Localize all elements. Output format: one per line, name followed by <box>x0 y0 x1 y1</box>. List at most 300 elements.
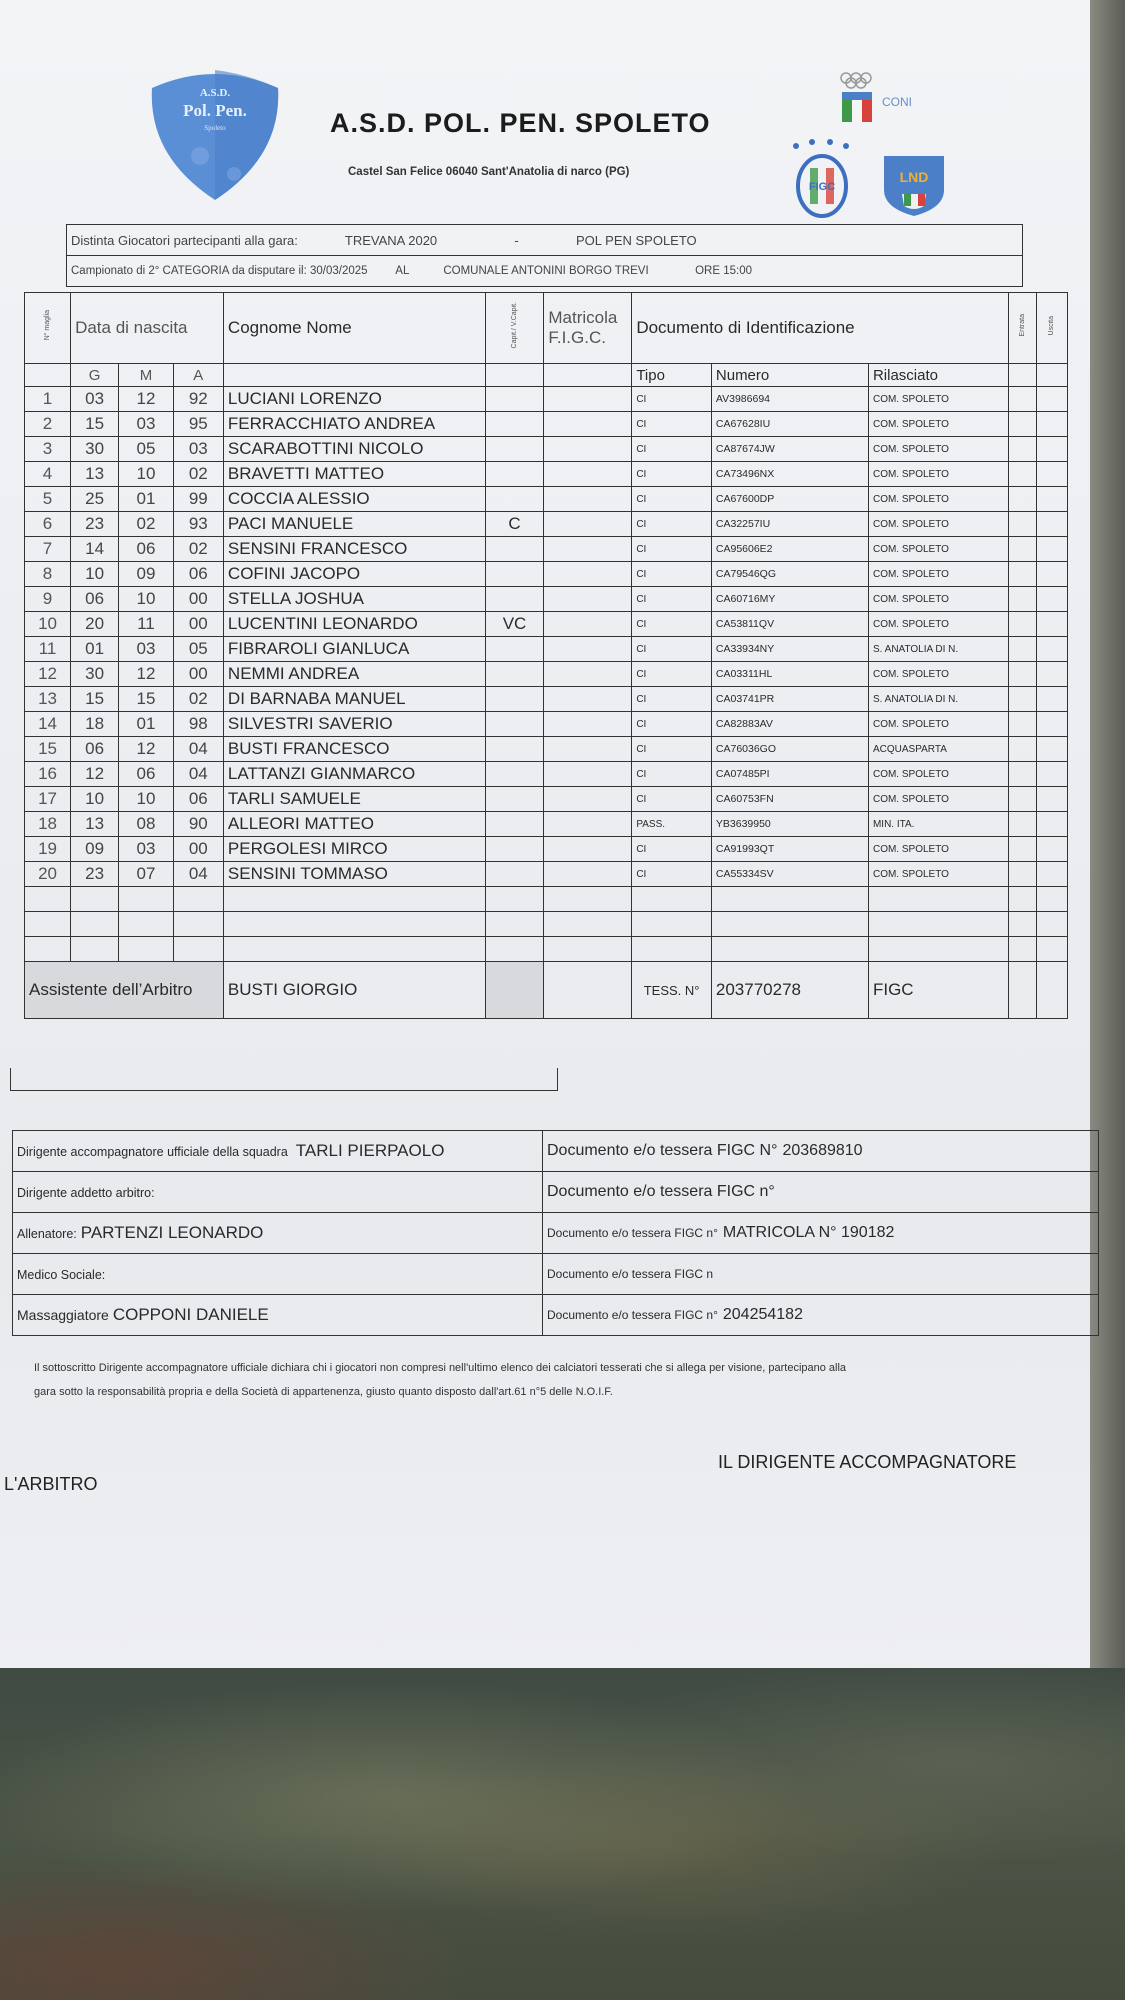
empty-cell <box>71 887 119 912</box>
matricola-cell <box>544 787 632 812</box>
birth-year: 99 <box>173 487 223 512</box>
staff-role-cell <box>13 1295 543 1336</box>
player-number: 3 <box>25 437 71 462</box>
captain-mark <box>485 837 544 862</box>
empty-cell <box>868 887 1008 912</box>
doc-type: CI <box>632 862 712 887</box>
player-number: 13 <box>25 687 71 712</box>
doc-issuer: COM. SPOLETO <box>868 437 1008 462</box>
player-number: 14 <box>25 712 71 737</box>
captain-mark <box>485 437 544 462</box>
doc-issuer: S. ANATOLIA DI N. <box>868 687 1008 712</box>
birth-year: 92 <box>173 387 223 412</box>
staff-row <box>13 1172 1099 1213</box>
doc-number: CA87674JW <box>711 437 868 462</box>
player-name: SILVESTRI SAVERIO <box>223 712 485 737</box>
club-address: Castel San Felice 06040 Sant'Anatolia di narco (PG) <box>348 166 630 178</box>
birth-day: 10 <box>71 787 119 812</box>
uscita-cell <box>1036 787 1068 812</box>
player-name: SENSINI TOMMASO <box>223 862 485 887</box>
captain-mark <box>485 862 544 887</box>
player-name: NEMMI ANDREA <box>223 662 485 687</box>
empty-player-row <box>25 887 1068 912</box>
staff-row <box>13 1295 1099 1336</box>
doc-type: CI <box>632 737 712 762</box>
empty-cell <box>119 887 173 912</box>
matricola-cell <box>544 387 632 412</box>
doc-issuer: COM. SPOLETO <box>868 512 1008 537</box>
venue: COMUNALE ANTONINI BORGO TREVI <box>443 265 649 277</box>
matricola-cell <box>544 412 632 437</box>
doc-number: CA95606E2 <box>711 537 868 562</box>
uscita-cell <box>1036 712 1068 737</box>
sub-header-tipo: Tipo <box>632 364 712 387</box>
player-name: LATTANZI GIANMARCO <box>223 762 485 787</box>
sub-header-rilasciato: Rilasciato <box>868 364 1008 387</box>
empty-cell <box>223 887 485 912</box>
uscita-cell <box>1036 562 1068 587</box>
staff-role: Medico Sociale: <box>17 1268 106 1282</box>
staff-role-cell <box>13 1213 543 1254</box>
doc-type: CI <box>632 537 712 562</box>
doc-issuer: COM. SPOLETO <box>868 837 1008 862</box>
player-row <box>25 512 1068 537</box>
empty-cell <box>868 912 1008 937</box>
sub-header-blank <box>223 364 485 387</box>
captain-mark <box>485 787 544 812</box>
staff-row <box>13 1254 1099 1295</box>
doc-type: CI <box>632 562 712 587</box>
doc-issuer: COM. SPOLETO <box>868 412 1008 437</box>
sub-header-blank <box>1036 364 1068 387</box>
uscita-cell <box>1036 637 1068 662</box>
uscita-cell <box>1036 512 1068 537</box>
birth-year: 04 <box>173 762 223 787</box>
entrata-cell <box>1009 837 1036 862</box>
figc-logo <box>782 138 864 220</box>
player-number: 2 <box>25 412 71 437</box>
player-row <box>25 662 1068 687</box>
doc-type: CI <box>632 837 712 862</box>
matricola-cell <box>544 537 632 562</box>
player-name: FERRACCHIATO ANDREA <box>223 412 485 437</box>
doc-issuer: S. ANATOLIA DI N. <box>868 637 1008 662</box>
logo-text-asd: A.S.D. <box>199 87 231 99</box>
birth-month: 08 <box>119 812 173 837</box>
player-row <box>25 637 1068 662</box>
doc-type: CI <box>632 462 712 487</box>
uscita-cell <box>1036 487 1068 512</box>
col-header-number: N° maglia <box>25 293 71 364</box>
doc-issuer: COM. SPOLETO <box>868 612 1008 637</box>
sub-header-a: A <box>173 364 223 387</box>
captain-mark <box>485 412 544 437</box>
captain-mark <box>485 537 544 562</box>
captain-mark <box>485 762 544 787</box>
col-header-uscita: Uscita <box>1036 293 1068 364</box>
assistant-tess-number: 203770278 <box>711 962 868 1019</box>
empty-cell <box>1009 912 1036 937</box>
empty-cell <box>173 912 223 937</box>
empty-cell <box>485 937 544 962</box>
birth-month: 12 <box>119 662 173 687</box>
empty-cell <box>119 937 173 962</box>
entrata-cell <box>1009 562 1036 587</box>
col-header-birth: Data di nascita <box>71 293 224 364</box>
doc-number: CA73496NX <box>711 462 868 487</box>
matricola-cell <box>544 862 632 887</box>
empty-cell <box>544 887 632 912</box>
player-row <box>25 587 1068 612</box>
player-name: SCARABOTTINI NICOLO <box>223 437 485 462</box>
empty-cell <box>119 912 173 937</box>
birth-day: 23 <box>71 512 119 537</box>
birth-month: 01 <box>119 487 173 512</box>
birth-year: 00 <box>173 662 223 687</box>
entrata-cell <box>1009 587 1036 612</box>
staff-document-cell <box>543 1172 1099 1213</box>
doc-number: CA03311HL <box>711 662 868 687</box>
birth-month: 11 <box>119 612 173 637</box>
club-shield-logo <box>142 66 288 202</box>
doc-number: CA53811QV <box>711 612 868 637</box>
entrata-cell <box>1009 637 1036 662</box>
campionato-label: Campionato di 2° CATEGORIA da disputare il: 30/03/2025 <box>71 265 368 277</box>
entrata-cell <box>1009 412 1036 437</box>
birth-month: 03 <box>119 412 173 437</box>
player-row <box>25 537 1068 562</box>
player-number: 11 <box>25 637 71 662</box>
entrata-cell <box>1009 812 1036 837</box>
player-number: 18 <box>25 812 71 837</box>
col-header-matricola <box>544 293 632 364</box>
doc-type: CI <box>632 712 712 737</box>
empty-cell <box>632 937 712 962</box>
matricola-label: Matricola <box>548 308 618 327</box>
matricola-cell <box>544 737 632 762</box>
empty-cell <box>711 937 868 962</box>
uscita-cell <box>1036 862 1068 887</box>
empty-cell <box>1036 937 1068 962</box>
empty-cell <box>632 912 712 937</box>
assistant-name: BUSTI GIORGIO <box>223 962 485 1019</box>
staff-doc-value: 203689810 <box>782 1142 863 1159</box>
birth-month: 09 <box>119 562 173 587</box>
captain-mark: C <box>485 512 544 537</box>
empty-cell <box>223 937 485 962</box>
staff-doc-label: Documento e/o tessera FIGC n <box>547 1267 714 1281</box>
doc-number: CA32257IU <box>711 512 868 537</box>
birth-month: 12 <box>119 737 173 762</box>
entrata-cell <box>1009 437 1036 462</box>
birth-year: 93 <box>173 512 223 537</box>
birth-day: 10 <box>71 562 119 587</box>
player-row <box>25 612 1068 637</box>
birth-month: 02 <box>119 512 173 537</box>
staff-doc-label: Documento e/o tessera FIGC n° <box>547 1226 718 1240</box>
entrata-cell <box>1009 612 1036 637</box>
empty-cell <box>223 912 485 937</box>
uscita-cell <box>1036 762 1068 787</box>
sub-header-m: M <box>119 364 173 387</box>
player-number: 6 <box>25 512 71 537</box>
birth-year: 02 <box>173 687 223 712</box>
birth-year: 06 <box>173 562 223 587</box>
uscita-cell <box>1036 662 1068 687</box>
birth-day: 13 <box>71 462 119 487</box>
player-number: 8 <box>25 562 71 587</box>
matricola-cell <box>544 512 632 537</box>
doc-number: CA82883AV <box>711 712 868 737</box>
player-number: 9 <box>25 587 71 612</box>
empty-cell <box>632 887 712 912</box>
empty-cell <box>173 937 223 962</box>
declaration-line-1: Il sottoscritto Dirigente accompagnatore ufficiale dichiara chi i giocatori non compresi nell'ultimo elenco dei calciatori tesserati che si allega per visione, partecipano alla <box>34 1362 847 1374</box>
declaration-text <box>34 1356 1094 1404</box>
entrata-cell <box>1009 537 1036 562</box>
birth-year: 04 <box>173 737 223 762</box>
birth-day: 15 <box>71 412 119 437</box>
uscita-cell <box>1036 537 1068 562</box>
matricola-cell <box>544 637 632 662</box>
staff-doc-label: Documento e/o tessera FIGC n° <box>547 1308 718 1322</box>
captain-mark <box>485 812 544 837</box>
col-header-document: Documento di Identificazione <box>632 293 1009 364</box>
entrata-cell <box>1009 687 1036 712</box>
uscita-cell <box>1036 737 1068 762</box>
sub-header-blank <box>485 364 544 387</box>
player-name: STELLA JOSHUA <box>223 587 485 612</box>
birth-day: 15 <box>71 687 119 712</box>
staff-row <box>13 1131 1099 1172</box>
entrata-cell <box>1009 787 1036 812</box>
col-header-captain: Capit./ V.Capit. <box>485 293 544 364</box>
player-row <box>25 487 1068 512</box>
doc-issuer: COM. SPOLETO <box>868 387 1008 412</box>
player-number: 7 <box>25 537 71 562</box>
matricola-cell <box>544 712 632 737</box>
player-number: 1 <box>25 387 71 412</box>
birth-month: 05 <box>119 437 173 462</box>
birth-day: 25 <box>71 487 119 512</box>
staff-table <box>12 1130 1099 1336</box>
match-details-row <box>67 256 1023 287</box>
player-name: COCCIA ALESSIO <box>223 487 485 512</box>
doc-number: CA60753FN <box>711 787 868 812</box>
birth-year: 06 <box>173 787 223 812</box>
birth-day: 06 <box>71 737 119 762</box>
staff-role: Dirigente accompagnatore ufficiale della squadra <box>17 1145 288 1159</box>
assistant-label: Assistente dell’Arbitro <box>25 962 224 1019</box>
birth-month: 03 <box>119 637 173 662</box>
player-number: 15 <box>25 737 71 762</box>
birth-month: 15 <box>119 687 173 712</box>
player-name: ALLEORI MATTEO <box>223 812 485 837</box>
matricola-cell <box>544 837 632 862</box>
sub-header-blank <box>25 364 71 387</box>
matricola-cell <box>544 562 632 587</box>
entrata-cell <box>1009 737 1036 762</box>
captain-mark <box>485 462 544 487</box>
doc-number: CA33934NY <box>711 637 868 662</box>
empty-cell <box>71 912 119 937</box>
lnd-logo <box>880 150 948 218</box>
home-team: TREVANA 2020 <box>344 232 438 248</box>
empty-cell <box>485 912 544 937</box>
coni-logo <box>836 70 926 132</box>
player-name: PACI MANUELE <box>223 512 485 537</box>
signature-team-manager: IL DIRIGENTE ACCOMPAGNATORE <box>718 1452 1017 1472</box>
captain-mark <box>485 562 544 587</box>
doc-number: YB3639950 <box>711 812 868 837</box>
player-row <box>25 737 1068 762</box>
captain-mark <box>485 662 544 687</box>
entrata-cell <box>1009 712 1036 737</box>
entrata-cell <box>1009 662 1036 687</box>
birth-day: 12 <box>71 762 119 787</box>
match-teams-row <box>67 225 1023 256</box>
birth-month: 12 <box>119 387 173 412</box>
doc-number: CA79546QG <box>711 562 868 587</box>
player-name: LUCENTINI LEONARDO <box>223 612 485 637</box>
birth-day: 20 <box>71 612 119 637</box>
player-row <box>25 437 1068 462</box>
player-name: FIBRAROLI GIANLUCA <box>223 637 485 662</box>
doc-number: CA55334SV <box>711 862 868 887</box>
entrata-cell <box>1009 512 1036 537</box>
doc-issuer: COM. SPOLETO <box>868 587 1008 612</box>
doc-type: CI <box>632 437 712 462</box>
matricola-cell <box>544 437 632 462</box>
birth-day: 30 <box>71 662 119 687</box>
doc-type: CI <box>632 412 712 437</box>
birth-day: 03 <box>71 387 119 412</box>
uscita-cell <box>1036 412 1068 437</box>
team-separator: - <box>514 232 519 248</box>
staff-name: PARTENZI LEONARDO <box>80 1223 264 1242</box>
distinta-label: Distinta Giocatori partecipanti alla gara: <box>71 232 298 248</box>
birth-year: 90 <box>173 812 223 837</box>
staff-document-cell <box>543 1295 1099 1336</box>
player-number: 16 <box>25 762 71 787</box>
sub-header-blank <box>1009 364 1036 387</box>
staff-role: Allenatore: <box>17 1227 77 1241</box>
birth-year: 02 <box>173 537 223 562</box>
doc-issuer: COM. SPOLETO <box>868 712 1008 737</box>
player-name: PERGOLESI MIRCO <box>223 837 485 862</box>
doc-type: CI <box>632 487 712 512</box>
player-name: TARLI SAMUELE <box>223 787 485 812</box>
assistant-tess-label: TESS. N° <box>632 962 712 1019</box>
sub-header-g: G <box>71 364 119 387</box>
doc-issuer: COM. SPOLETO <box>868 862 1008 887</box>
birth-month: 10 <box>119 787 173 812</box>
uscita-cell <box>1036 462 1068 487</box>
assistant-blank-cell <box>1009 962 1036 1019</box>
player-row <box>25 787 1068 812</box>
staff-role-cell <box>13 1131 543 1172</box>
doc-number: CA07485PI <box>711 762 868 787</box>
staff-role: Dirigente addetto arbitro: <box>17 1186 155 1200</box>
matricola-cell <box>544 762 632 787</box>
birth-month: 06 <box>119 762 173 787</box>
matricola-cell <box>544 687 632 712</box>
uscita-cell <box>1036 687 1068 712</box>
birth-year: 00 <box>173 837 223 862</box>
staff-name: COPPONI DANIELE <box>112 1305 269 1324</box>
assistant-blank-cell <box>485 962 544 1019</box>
staff-doc-label: Documento e/o tessera FIGC n° <box>547 1183 775 1200</box>
staff-doc-value: 204254182 <box>722 1306 803 1323</box>
doc-issuer: COM. SPOLETO <box>868 562 1008 587</box>
uscita-cell <box>1036 587 1068 612</box>
doc-type: CI <box>632 662 712 687</box>
empty-cell <box>1009 937 1036 962</box>
captain-mark <box>485 712 544 737</box>
player-row <box>25 462 1068 487</box>
captain-mark <box>485 387 544 412</box>
player-row <box>25 687 1068 712</box>
captain-mark <box>485 487 544 512</box>
entrata-cell <box>1009 387 1036 412</box>
player-number: 4 <box>25 462 71 487</box>
empty-cell <box>173 887 223 912</box>
empty-cell <box>485 887 544 912</box>
doc-issuer: COM. SPOLETO <box>868 787 1008 812</box>
doc-type: CI <box>632 512 712 537</box>
empty-cell <box>25 887 71 912</box>
empty-cell <box>71 937 119 962</box>
matricola-cell <box>544 612 632 637</box>
doc-type: CI <box>632 762 712 787</box>
birth-year: 03 <box>173 437 223 462</box>
empty-cell <box>25 912 71 937</box>
matricola-cell <box>544 662 632 687</box>
captain-mark: VC <box>485 612 544 637</box>
player-number: 10 <box>25 612 71 637</box>
birth-day: 14 <box>71 537 119 562</box>
empty-cell <box>711 912 868 937</box>
player-name: LUCIANI LORENZO <box>223 387 485 412</box>
doc-number: CA67628IU <box>711 412 868 437</box>
players-table <box>24 292 1068 1019</box>
doc-number: CA76036GO <box>711 737 868 762</box>
away-team: POL PEN SPOLETO <box>576 232 697 248</box>
player-row <box>25 837 1068 862</box>
al-label: AL <box>395 265 409 277</box>
doc-type: CI <box>632 637 712 662</box>
sub-header-numero: Numero <box>711 364 868 387</box>
staff-role: Massaggiatore <box>17 1307 109 1323</box>
empty-cell <box>711 887 868 912</box>
player-name: BUSTI FRANCESCO <box>223 737 485 762</box>
captain-mark <box>485 637 544 662</box>
declaration-line-2: gara sotto la responsabilità propria e della Società di appartenenza, giusto quanto disposto dall'art.61 n°5 delle N.O.I.F. <box>34 1386 613 1398</box>
birth-day: 06 <box>71 587 119 612</box>
player-number: 19 <box>25 837 71 862</box>
doc-type: CI <box>632 787 712 812</box>
col-header-name: Cognome Nome <box>223 293 485 364</box>
blank-box <box>10 1068 558 1091</box>
figc-label-header: F.I.G.C. <box>548 328 606 347</box>
empty-cell <box>544 937 632 962</box>
doc-issuer: COM. SPOLETO <box>868 762 1008 787</box>
uscita-cell <box>1036 812 1068 837</box>
birth-year: 04 <box>173 862 223 887</box>
entrata-cell <box>1009 487 1036 512</box>
doc-issuer: COM. SPOLETO <box>868 487 1008 512</box>
match-info-table <box>66 224 1023 287</box>
